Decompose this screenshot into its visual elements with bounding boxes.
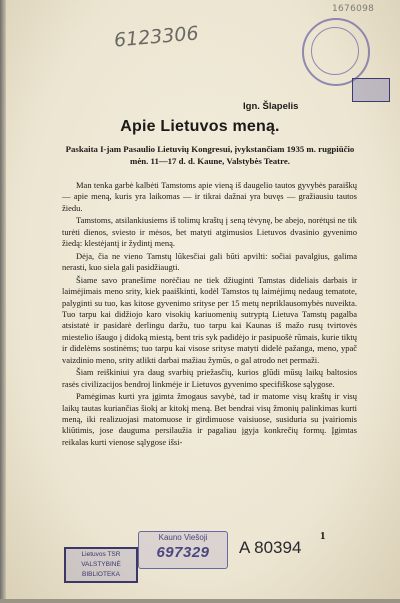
top-reference-number: 1676098 [332,4,375,14]
stamp-number: 697329 [156,544,210,561]
paragraph: Man tenka garbė kalbėti Tamstoms apie vieną iš daugelio tautos gyvybės paraiškų — apie meną, kuris yra laikomas — ir tikrai dažnai yra buvęs — gražiausiu tautos žiedu. [62,180,357,213]
paragraph: Dėja, čia ne vieno Tamstų lūkesčiai gali būti apvilti: sočiai pavalgius, galima nerasti, kuo siela gali pasidžiaugti. [62,250,357,273]
page-number: 1 [320,530,326,542]
paragraph: Pamėgimas kurti yra įgimta žmogaus savybė, tad ir matome visų kraštų ir visų laikų tautas kuriančias šiokį ar kitokį meną. Bet bendrai visų žmonių palinkimas kurti meną, iki realizuojasi matomuose ir girdimuose vaisiuose, susiduria su įvairiomis kliūtimis, jose dauguma persilaužia ir pagaliau įgyja konkrečių formų. Įgimtas reikalas kurti vienose sąlygose išsi- [62,391,357,447]
article-subtitle: Paskaita I-jam Pasaulio Lietuvių Kongresui, įvykstančiam 1935 m. rugpiūčio mėn. 11—17 d. d. Kaune, Valstybės Teatre. [65,144,355,166]
kaunas-library-stamp [138,531,228,569]
small-ink-stamp [352,78,390,102]
article-body [62,180,357,449]
page-bottom-edge [0,599,400,603]
pencil-catalog-number: 6123306 [113,22,200,52]
stamp-line: Lietuvos TSR [81,551,121,558]
paragraph: Šiam reiškiniui yra daug svarbių priežasčių, kurios glūdi mūsų laikų baltosios rasės civilizacijos bendroj linkmėje ir Lietuvos gyvenimo specifiškose sąlygose. [62,367,357,389]
author-name: Ign. Šlapelis [243,101,299,112]
article-title: Apie Lietuvos meną. [120,118,280,135]
stamp-line: VALSTYBINĖ [81,561,121,568]
page-shadow-edge [0,0,6,603]
state-library-stamp [64,547,138,583]
round-library-stamp [302,18,370,86]
stamp-line: BIBLIOTEKA [82,571,120,578]
stamp-title: Kauno Viešoji [158,533,208,542]
paragraph: Tamstoms, atsilankiusiems iš tolimų kraštų į seną tėvynę, be abejo, norėtųsi ne tik turėti dienos, sviesto ir mėsos, bet matyti atgimusios Lietuvos dvasinio gyvenimo žiedą: klestėjantį ir žydintį meną. [62,215,357,249]
inventory-number: A 80394 [239,538,302,557]
paragraph: Šiame savo pranešime norėčiau ne tiek džiuginti Tamstas dideliais darbais ir laimėjimais meno srity, kiek paaiškinti, kodėl Tamstos tų laimėjimų nedaug tematote, palyginti su tuo, kas kitose gyvenimo srityse per 15 metų nepriklausomybės nuveikta. Tuo tarpu kai didžiojo karo visokių kariuomenių sutryptą Lietuva Tamstų pagalba atsistatė ir pasidarė derlingu daržu, tuo tarpu kai Kaunas iš mažo rusų tvirtovės miestelio išaugo į didoką miestą, bent tris syk padidėjo ir pasipuošė rūmais, kurie tiktų ir didelėms sostinėms; tuo tarpu kai visose srityse matyti didelė pažanga, meno, ypač vaizdinio meno, srity atlikti darbai mažiau žymūs, o gal atrodo net permaži. [62,274,357,365]
